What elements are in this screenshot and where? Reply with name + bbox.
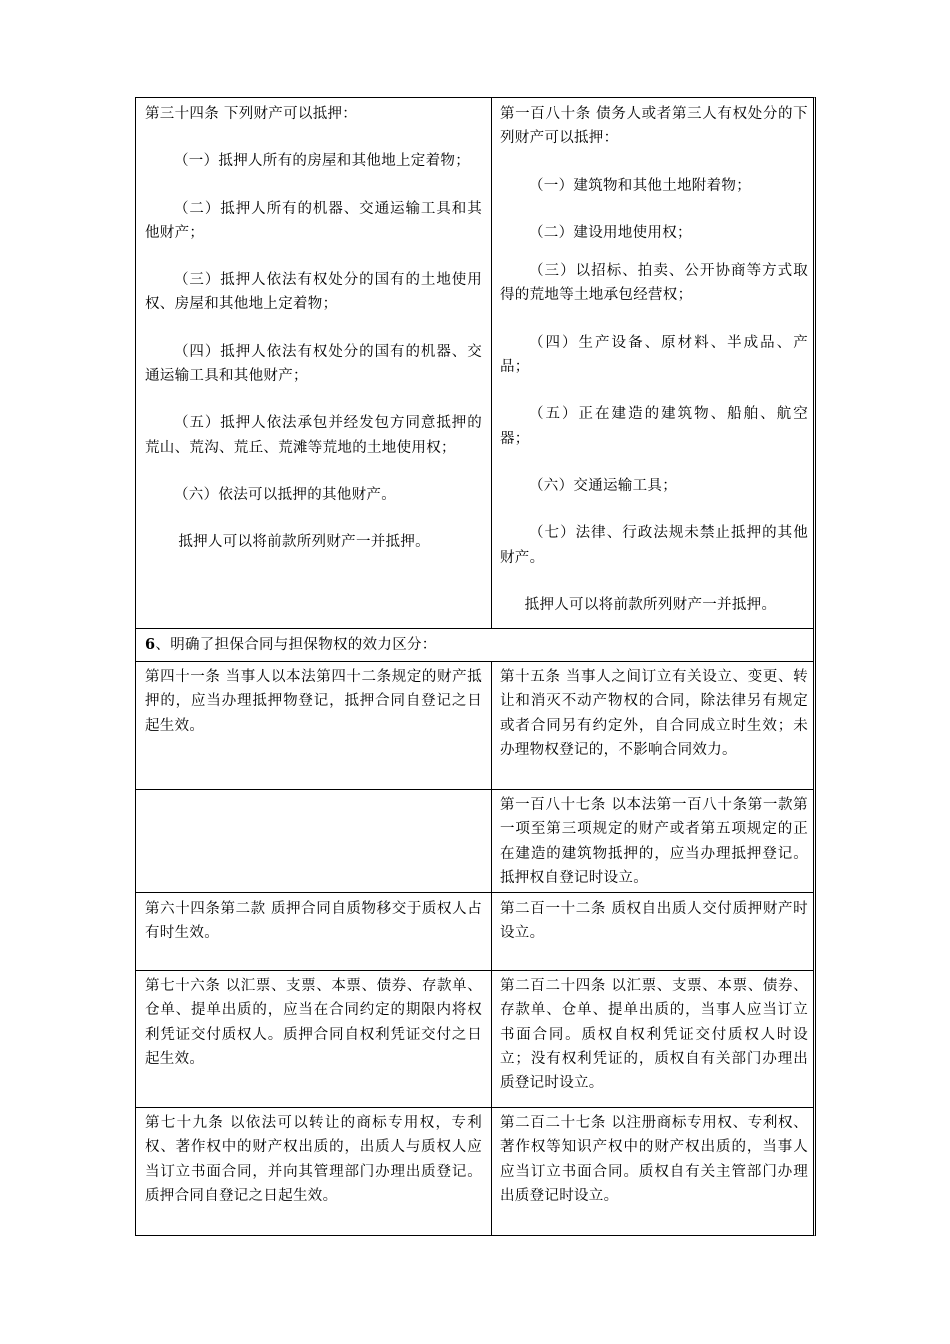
article-34-item-2: （二）抵押人所有的机器、交通运输工具和其他财产； <box>145 200 482 241</box>
row-divider <box>136 661 813 662</box>
section-6-number: 6 <box>145 636 156 653</box>
row1-left-cell <box>145 102 482 555</box>
article-180-item-2: （二）建设用地使用权； <box>529 224 692 241</box>
pair1-left-cell: 第四十一条 当事人以本法第四十二条规定的财产抵押的，应当办理抵押物登记，抵押合同自登记之日起生效。 <box>145 669 482 734</box>
article-180-item-4: （四）生产设备、原材料、半成品、产品； <box>500 334 808 376</box>
pair2-right-cell: 第一百八十七条 以本法第一百八十条第一款第一项至第三项规定的财产或者第五项规定的正在建造的建筑物抵押的，应当办理抵押登记。抵押权自登记时设立。 <box>500 797 808 886</box>
article-180-closing: 抵押人可以将前款所列财产一并抵押。 <box>524 596 777 613</box>
column-divider <box>491 662 492 1235</box>
row-divider <box>136 970 813 971</box>
article-180-item-6: （六）交通运输工具； <box>529 477 677 494</box>
row1-right-cell <box>500 102 808 617</box>
article-34-item-5: （五）抵押人依法承包并经发包方同意抵押的荒山、荒沟、荒丘、荒滩等荒地的土地使用权； <box>145 415 482 456</box>
pair3-right-cell: 第二百一十二条 质权自出质人交付质押财产时设立。 <box>500 901 808 942</box>
pair5-right-cell: 第二百二十七条 以注册商标专用权、专利权、著作权等知识产权中的财产权出质的，当事人应当订立书面合同。质权自有关主管部门办理出质登记时设立。 <box>500 1115 808 1204</box>
article-180-item-7: （七）法律、行政法规未禁止抵押的其他财产。 <box>500 525 808 566</box>
article-180-title: 第一百八十条 债务人或者第三人有权处分的下列财产可以抵押： <box>500 106 808 147</box>
pair3-left-cell: 第六十四条第二款 质押合同自质物移交于质权人占有时生效。 <box>145 901 482 942</box>
article-34-title: 第三十四条 下列财产可以抵押： <box>145 106 358 122</box>
article-180-item-3: （三）以招标、拍卖、公开协商等方式取得的荒地等土地承包经营权； <box>500 263 808 304</box>
row-divider <box>136 789 813 790</box>
article-34-closing: 抵押人可以将前款所列财产一并抵押。 <box>178 534 430 551</box>
section-6-heading <box>145 633 805 657</box>
article-180-item-1: （一）建筑物和其他土地附着物； <box>529 177 751 194</box>
pair5-left-cell: 第七十九条 以依法可以转让的商标专用权，专利权、著作权中的财产权出质的，出质人与质权人应当订立书面合同，并向其管理部门办理出质登记。质押合同自登记之日起生效。 <box>145 1115 482 1204</box>
row-divider <box>136 628 813 629</box>
row-divider <box>136 1107 813 1108</box>
article-180-item-5: （五）正在建造的建筑物、船舶、航空器； <box>500 406 808 447</box>
article-34-item-3: （三）抵押人依法有权处分的国有的土地使用权、房屋和其他地上定着物； <box>145 272 482 313</box>
pair1-right-cell: 第十五条 当事人之间订立有关设立、变更、转让和消灭不动产物权的合同，除法律另有规定或者合同另有约定外，自合同成立时生效；未办理物权登记的，不影响合同效力。 <box>500 669 808 758</box>
article-34-item-4: （四）抵押人依法有权处分的国有的机器、交通运输工具和其他财产； <box>145 343 482 385</box>
comparison-table <box>135 97 816 1236</box>
article-34-item-6: （六）依法可以抵押的其他财产。 <box>174 486 396 503</box>
column-divider <box>491 98 492 629</box>
row-divider <box>136 892 813 893</box>
pair4-right-cell: 第二百二十四条 以汇票、支票、本票、债券、存款单、仓单、提单出质的，当事人应当订立书面合同。质权自权利凭证交付质权人时设立；没有权利凭证的，质权自有关部门办理出质登记时设立。 <box>500 978 808 1092</box>
pair4-left-cell: 第七十六条 以汇票、支票、本票、债券、存款单、仓单、提单出质的，应当在合同约定的期限内将权利凭证交付质权人。质押合同自权利凭证交付之日起生效。 <box>145 978 482 1067</box>
section-6-text: 、明确了担保合同与担保物权的效力区分： <box>155 637 437 653</box>
article-34-item-1: （一）抵押人所有的房屋和其他地上定着物； <box>174 153 470 170</box>
